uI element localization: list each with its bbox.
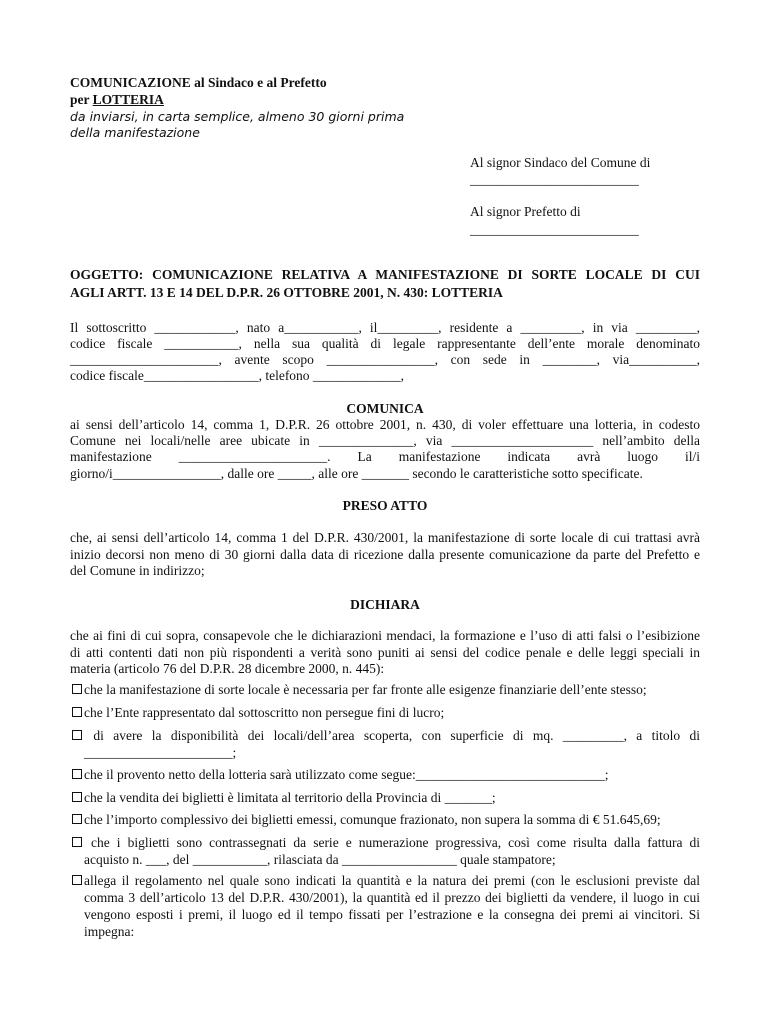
dichiara-line1: che ai fini di cui sopra, consapevole che le dichiarazioni mendaci, la formazione e l’uso di atti falsi o l’esibizione (70, 628, 700, 643)
comunica-line3: manifestazione ______________________. La manifestazione indicata avrà luogo il/i (70, 449, 700, 464)
dichiara-line3: materia (articolo 76 del D.P.R. 28 dicembre 2000, n. 445): (70, 661, 385, 676)
comunica-line1: ai sensi dell’articolo 14, comma 1, D.P.R. 26 ottobre 2001, n. 430, di voler effettuare una lotteria, in codesto (70, 417, 700, 432)
recipient-sindaco-blank: _________________________ (470, 172, 639, 187)
checkbox[interactable] (72, 730, 82, 740)
header-per: per (70, 92, 90, 107)
checklist-item: che il provento netto della lotteria sarà utilizzato come segue:____________________________; (72, 766, 700, 783)
checklist-item: che la manifestazione di sorte locale è necessaria per far fronte alle esigenze finanziarie dell’ente stesso; (72, 681, 700, 698)
recipient-prefetto: Al signor Prefetto di (470, 204, 581, 219)
checklist-item: allega il regolamento nel quale sono indicati la quantità e la natura dei premi (con le esclusioni previste dal comma 3 dell’articolo 13 del D.P.R. 430/2001), la quantità ed il prezzo dei biglietti da vendere, il luogo in cui vengono esposti i premi, il luogo ed il tempo fissati per l’estrazione e la consegna dei premi ai vincitori. Si impegna: (72, 872, 700, 940)
checklist-item: che i biglietti sono contrassegnati da serie e numerazione progressiva, così come risulta dalla fattura di acquisto n. ___, del ___________, rilasciata da _________________ quale stampatore; (72, 834, 700, 868)
checkbox[interactable] (72, 792, 82, 802)
checkbox[interactable] (72, 814, 82, 824)
preso-atto-line1: che, ai sensi dell’articolo 14, comma 1 del D.P.R. 430/2001, la manifestazione di sorte locale di cui trattasi avrà (70, 530, 700, 545)
preso-atto-line3: del Comune in indirizzo; (70, 563, 205, 578)
intro-line3: ______________________, avente scopo ________________, con sede in ________, via__________, (70, 352, 700, 367)
comunica-line4: giorno/i________________, dalle ore _____, alle ore _______ secondo le caratteristiche sotto specificate. (70, 466, 643, 481)
checklist-item: che la vendita dei biglietti è limitata al territorio della Provincia di _______; (72, 789, 700, 806)
oggetto-line2: AGLI ARTT. 13 E 14 DEL D.P.R. 26 OTTOBRE 2001, N. 430: LOTTERIA (70, 285, 503, 300)
dichiara-line2: di atti contenti dati non più rispondenti a verità sono puniti ai sensi del codice penale e delle leggi speciali in (70, 645, 700, 660)
header-note-line2: della manifestazione (70, 125, 200, 140)
checkbox[interactable] (72, 769, 82, 779)
header-note-line1: da inviarsi, in carta semplice, almeno 30 giorni prima (70, 109, 405, 124)
checkbox[interactable] (72, 875, 82, 885)
header-lotteria: LOTTERIA (92, 92, 164, 107)
header-title: COMUNICAZIONE al Sindaco e al Prefetto (70, 75, 327, 90)
comunica-line2: Comune nei locali/nelle aree ubicate in ______________, via _____________________ nell’ambito della (70, 433, 700, 448)
recipient-sindaco: Al signor Sindaco del Comune di (470, 155, 651, 170)
checkbox[interactable] (72, 684, 82, 694)
intro-line2: codice fiscale ___________, nella sua qualità di legale rappresentante dell’ente morale denominato (70, 336, 700, 351)
checklist-item: che l’Ente rappresentato dal sottoscritto non persegue fini di lucro; (72, 704, 700, 721)
intro-line4: codice fiscale_________________, telefono _____________, (70, 368, 405, 383)
section-preso-atto-title: PRESO ATTO (342, 498, 428, 513)
preso-atto-line2: inizio decorsi non meno di 30 giorni dalla data di ricezione dalla presente comunicazione da parte del Prefetto e (70, 547, 700, 562)
checkbox[interactable] (72, 707, 82, 717)
recipient-prefetto-blank: _________________________ (470, 222, 639, 237)
checklist-item: che l’importo complessivo dei biglietti emessi, comunque frazionato, non supera la somma di € 51.645,69; (72, 811, 700, 828)
header-subject (70, 91, 164, 108)
intro-line1: Il sottoscritto ____________, nato a___________, il_________, residente a _________, in via _________, (70, 320, 700, 335)
checklist-item: di avere la disponibilità dei locali/dell’area scoperta, con superficie di mq. _________, a titolo di ______________________; (72, 727, 700, 761)
checkbox[interactable] (72, 837, 82, 847)
section-dichiara-title: DICHIARA (350, 597, 420, 612)
section-comunica-title: COMUNICA (346, 401, 424, 416)
oggetto-line1: OGGETTO: COMUNICAZIONE RELATIVA A MANIFESTAZIONE DI SORTE LOCALE DI CUI (70, 267, 700, 282)
